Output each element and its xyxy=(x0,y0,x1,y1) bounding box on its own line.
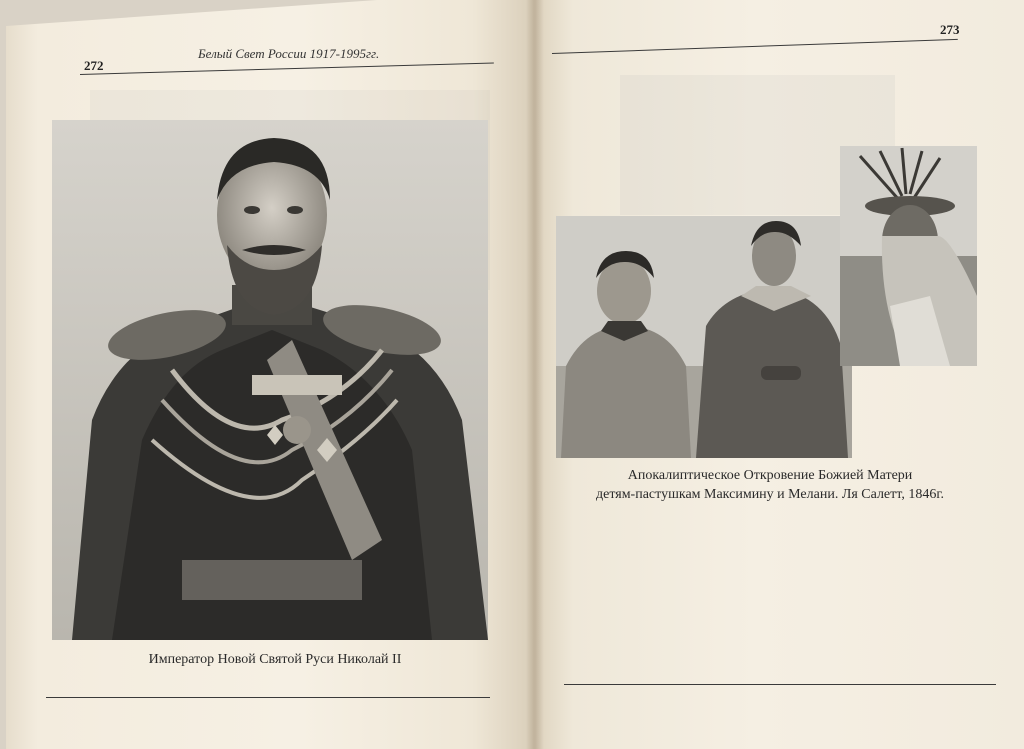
portrait-image xyxy=(52,120,488,640)
children-caption-line1: Апокалиптическое Откровение Божией Матери xyxy=(627,468,913,483)
children-image xyxy=(556,216,852,458)
statue-photo xyxy=(840,146,977,366)
book-gutter xyxy=(526,0,544,749)
right-footer-rule xyxy=(564,684,996,685)
left-page-number: 272 xyxy=(84,58,104,73)
running-head: Белый Свет России 1917-1995гг. xyxy=(198,46,380,61)
portrait-photo xyxy=(52,120,488,640)
children-caption-line2: детям-пастушкам Максимину и Мелани. Ля Салетт, 1846г. xyxy=(595,487,944,502)
children-photo xyxy=(556,216,852,458)
right-page-number: 273 xyxy=(940,22,960,37)
portrait-caption: Император Новой Святой Руси Николай II xyxy=(148,652,402,667)
left-footer-rule xyxy=(46,697,490,698)
statue-image xyxy=(840,146,977,366)
